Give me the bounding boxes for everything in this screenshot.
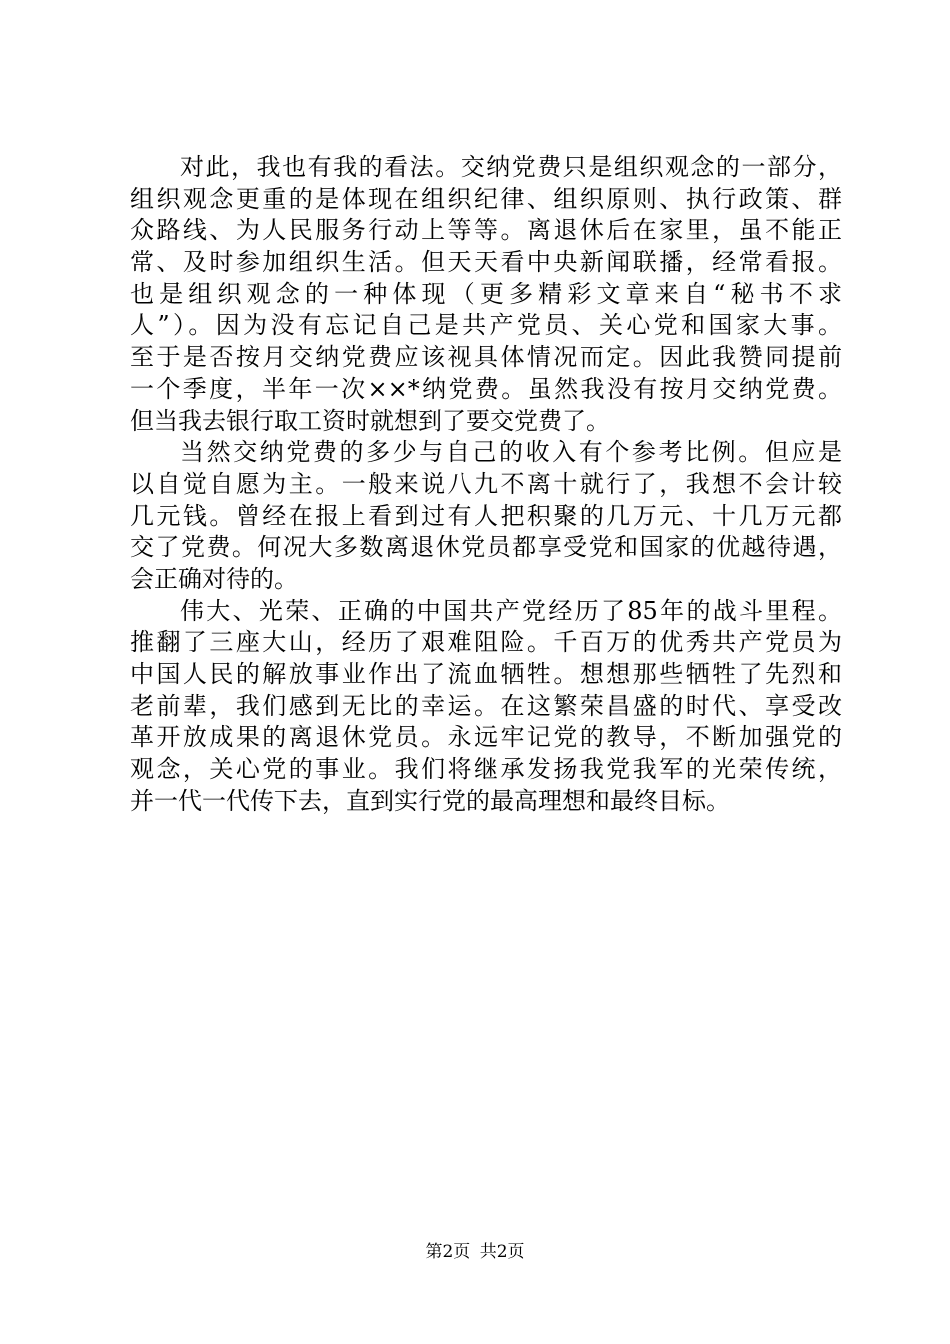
text-line: 革开放成果的离退休党员。永远牢记党的教导，不断加强党的	[130, 723, 842, 752]
text-line: 观念，关心党的事业。我们将继承发扬我党我军的光荣传统，	[130, 755, 842, 784]
page-footer	[0, 1240, 950, 1264]
text-line: 中国人民的解放事业作出了流血牺牲。想想那些牺牲了先烈和	[130, 660, 842, 688]
text-line: 伟大、光荣、正确的中国共产党经历了85年的战斗里程。	[180, 596, 842, 625]
text-line: 一个季度，半年一次××*纳党费。虽然我没有按月交纳党费。	[130, 374, 842, 403]
document-body	[130, 152, 842, 817]
text-line: 对此，我也有我的看法。交纳党费只是组织观念的一部分，	[180, 153, 842, 181]
text-line: 至于是否按月交纳党费应该视具体情况而定。因此我赞同提前	[130, 343, 842, 372]
page-total: 共2页	[479, 1242, 525, 1262]
text-line: 常、及时参加组织生活。但天天看中央新闻联播，经常看报。	[130, 248, 842, 277]
text-line: 会正确对待的。	[130, 564, 298, 593]
text-line: 推翻了三座大山，经历了艰难阻险。千百万的优秀共产党员为	[130, 628, 842, 657]
text-line: 人”）。因为没有忘记自己是共产党员、关心党和国家大事。	[130, 311, 842, 340]
text-line: 但当我去银行取工资时就想到了要交党费了。	[130, 406, 610, 435]
page-number: 第2页	[425, 1242, 471, 1262]
text-line: 也是组织观念的一种体现（更多精彩文章来自“秘书不求	[130, 279, 842, 308]
text-line: 老前辈，我们感到无比的幸运。在这繁荣昌盛的时代、享受改	[130, 691, 842, 720]
text-line: 交了党费。何况大多数离退休党员都享受党和国家的优越待遇，	[130, 533, 842, 562]
text-line: 并一代一代传下去，直到实行党的最高理想和最终目标。	[130, 786, 730, 815]
paragraph-1	[130, 152, 842, 437]
text-line: 几元钱。曾经在报上看到过有人把积聚的几万元、十几万元都	[130, 501, 842, 530]
text-line: 当然交纳党费的多少与自己的收入有个参考比例。但应是	[180, 438, 842, 467]
paragraph-3	[130, 596, 842, 818]
text-line: 众路线、为人民服务行动上等等。离退休后在家里，虽不能正	[130, 216, 842, 245]
text-line: 组织观念更重的是体现在组织纪律、组织原则、执行政策、群	[130, 184, 842, 213]
text-line: 以自觉自愿为主。一般来说八九不离十就行了，我想不会计较	[130, 469, 842, 498]
paragraph-2	[130, 437, 842, 595]
